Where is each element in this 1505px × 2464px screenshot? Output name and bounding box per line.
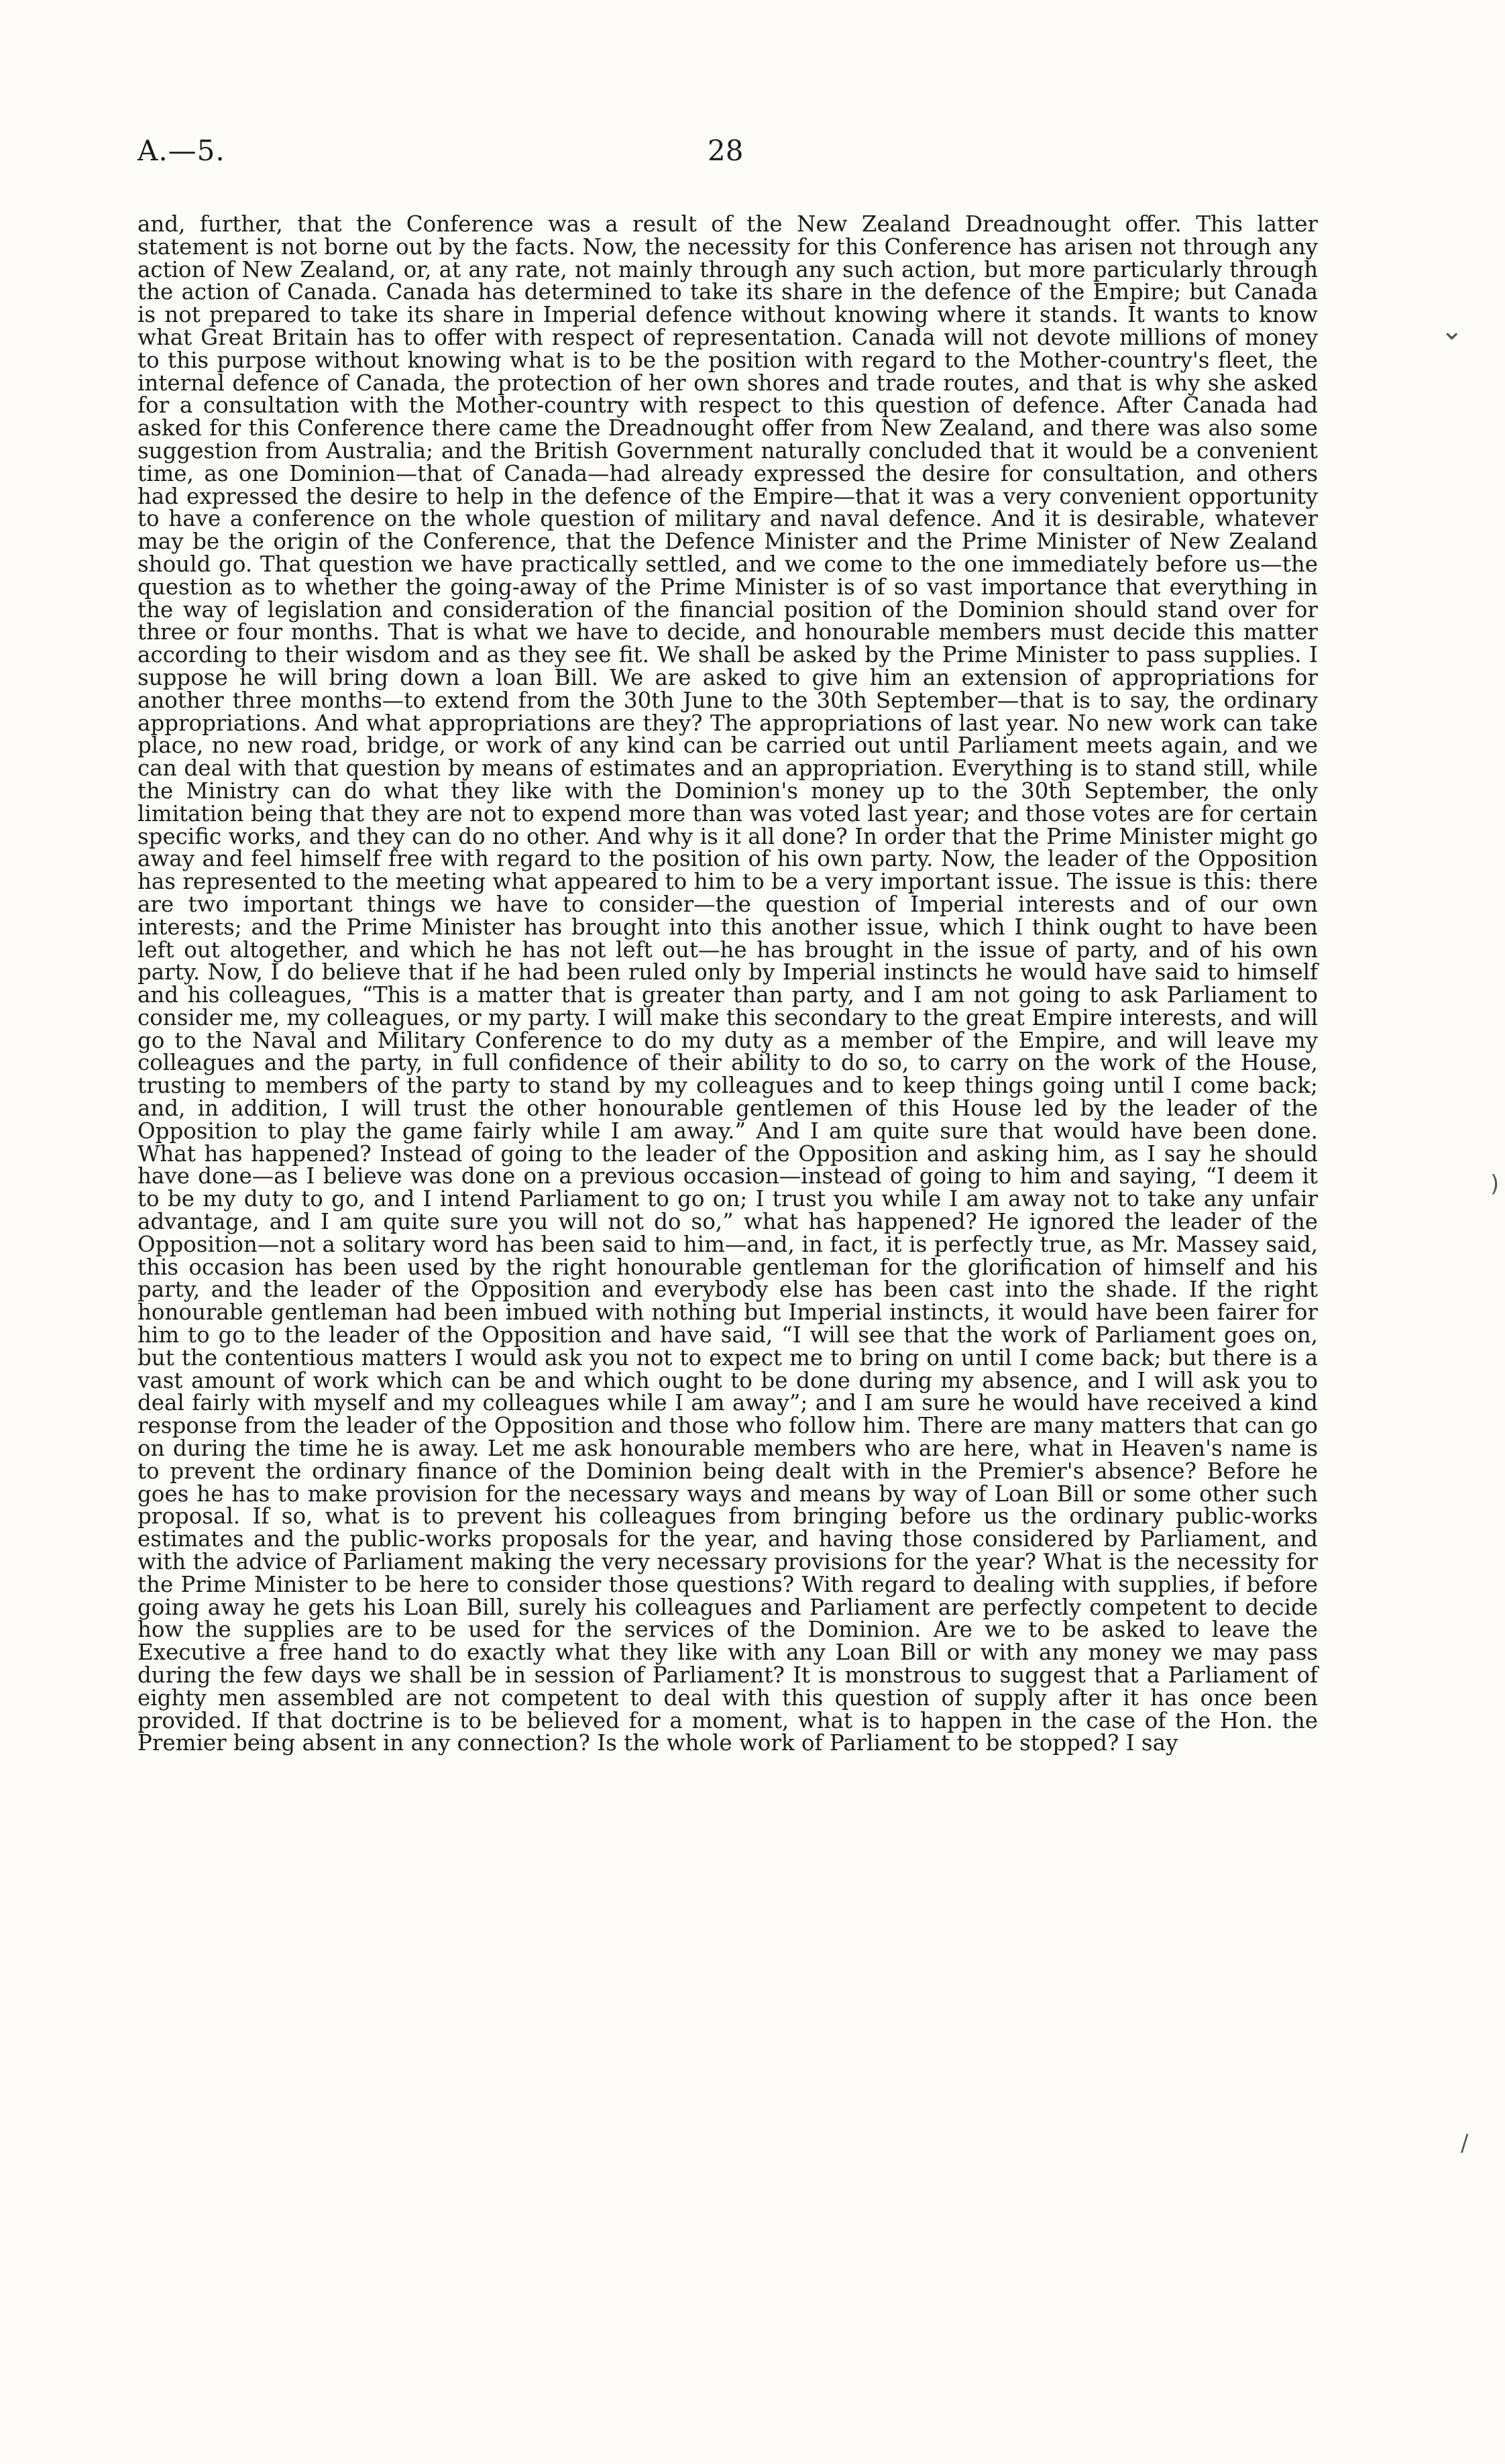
margin-mark-bottom: / — [1461, 2130, 1469, 2157]
margin-mark-top: ⌄ — [1441, 315, 1463, 346]
page-number: 28 — [708, 134, 744, 167]
document-reference: A.—5. — [137, 134, 225, 167]
body-paragraph: and, further, that the Conference was a result of the New Zealand Dreadnought offer. This latter statement is not borne out by the facts. Now, the necessity for this Conference has arisen not through any action of New Zealand, or, at any rate, not mainly through any such action, but more particularly through the action of Canada. Canada has determined to take its share in the defence of the Empire; but Canada is not prepared to take its share in Imperial defence without knowing where it stands. It wants to know what Great Britain has to offer with respect of representation. Canada will not devote millions of money to this purpose without knowing what is to be the position with regard to the Mother-country's fleet, the internal defence of Canada, the protection of her own shores and trade routes, and that is why she asked for a consultation with the Mother-country with respect to this question of defence. After Canada had asked for this Conference there came the Dreadnought offer from New Zealand, and there was also some suggestion from Australia; and the British Government naturally concluded that it would be a convenient time, as one Dominion—that of Canada—had already expressed the desire for consultation, and others had expressed the desire to help in the defence of the Empire—that it was a very convenient opportunity to have a conference on the whole question of military and naval defence. And it is desirable, whatever may be the origin of the Conference, that the Defence Minister and the Prime Minister of New Zealand should go. That question we have practically settled, and we come to the one immediately before us—the question as to whether the going-away of the Prime Minister is of so vast importance that everything in the way of legislation and consideration of the financial position of the Dominion should stand over for three or four months. That is what we have to decide, and honourable members must decide this matter according to their wisdom and as they see fit. We shall be asked by the Prime Minister to pass supplies. I suppose he will bring down a loan Bill. We are asked to give him an extension of appropriations for another three months—to extend from the 30th June to the 30th September—that is to say, the ordinary appropriations. And what appropriations are they? The appropriations of last year. No new work can take place, no new road, bridge, or work of any kind can be carried out until Parliament meets again, and we can deal with that question by means of estimates and an appropriation. Everything is to stand still, while the Ministry can do what they like with the Dominion's money up to the 30th September, the only limitation being that they are not to expend more than was voted last year; and those votes are for certain specific works, and they can do no other. And why is it all done? In order that the Prime Minister might go away and feel himself free with regard to the position of his own party. Now, the leader of the Opposition has represented to the meeting what appeared to him to be a very important issue. The issue is this: there are two important things we have to consider—the question of Imperial interests and of our own interests; and the Prime Minister has brought into this another issue, which I think ought to have been left out altogether, and which he has not left out—he has brought in the issue of party, and of his own party. Now, I do believe that if he had been ruled only by Imperial instincts he would have said to himself and his colleagues, “This is a matter that is greater than party, and I am not going to ask Parliament to consider me, my colleagues, or my party. I will make this secondary to the great Empire interests, and will go to the Naval and Military Conference to do my duty as a member of the Empire, and will leave my colleagues and the party, in full confidence of their ability to do so, to carry on the work of the House, trusting to members of the party to stand by my colleagues and to keep things going until I come back; and, in addition, I will trust the other honourable gentlemen of this House led by the leader of the Opposition to play the game fairly while I am away.” And I am quite sure that would have been done. What has happened? Instead of going to the leader of the Opposition and asking him, as I say he should have done—as I believe was done on a previous occasion—instead of going to him and saying, “I deem it to be my duty to go, and I intend Parliament to go on; I trust you while I am away not to take any unfair advantage, and I am quite sure you will not do so,” what has happened? He ignored the leader of the Opposition—not a solitary word has been said to him—and, in fact, it is perfectly true, as Mr. Massey said, this occasion has been used by the right honourable gentleman for the glorification of himself and his party, and the leader of the Opposition and everybody else has been cast into the shade. If the right honourable gentleman had been imbued with nothing but Imperial instincts, it would have been fairer for him to go to the leader of the Opposition and have said, “I will see that the work of Parliament goes on, but the contentious matters I would ask you not to expect me to bring on until I come back; but there is a vast amount of work which can be and which ought to be done during my absence, and I will ask you to deal fairly with myself and my colleagues while I am away”; and I am sure he would have received a kind response from the leader of the Opposition and those who follow him. There are many matters that can go on during the time he is away. Let me ask honourable members who are here, what in Heaven's name is to prevent the ordinary finance of the Dominion being dealt with in the Premier's absence? Before he goes he has to make provision for the necessary ways and means by way of Loan Bill or some other such proposal. If so, what is to prevent his colleagues from bringing before us the ordinary public-works estimates and the public-works proposals for the year, and having those considered by Parliament, and with the advice of Parliament making the very necessary provisions for the year? What is the necessity for the Prime Minister to be here to consider those questions? With regard to dealing with supplies, if before going away he gets his Loan Bill, surely his colleagues and Parliament are perfectly competent to decide how the supplies are to be used for the services of the Dominion. Are we to be asked to leave the Executive a free hand to do exactly what they like with any Loan Bill or with any money we may pass during the few days we shall be in session of Parliament? It is monstrous to suggest that a Parliament of eighty men assembled are not competent to deal with this question of supply after it has once been provided. If that doctrine is to be believed for a moment, what is to happen in the case of the Hon. the Premier being absent in any connection? Is the whole work of Parliament to be stopped? I say — [137, 211, 1318, 1756]
margin-mark-middle: ) — [1490, 1171, 1500, 1197]
page-header — [137, 134, 1318, 181]
